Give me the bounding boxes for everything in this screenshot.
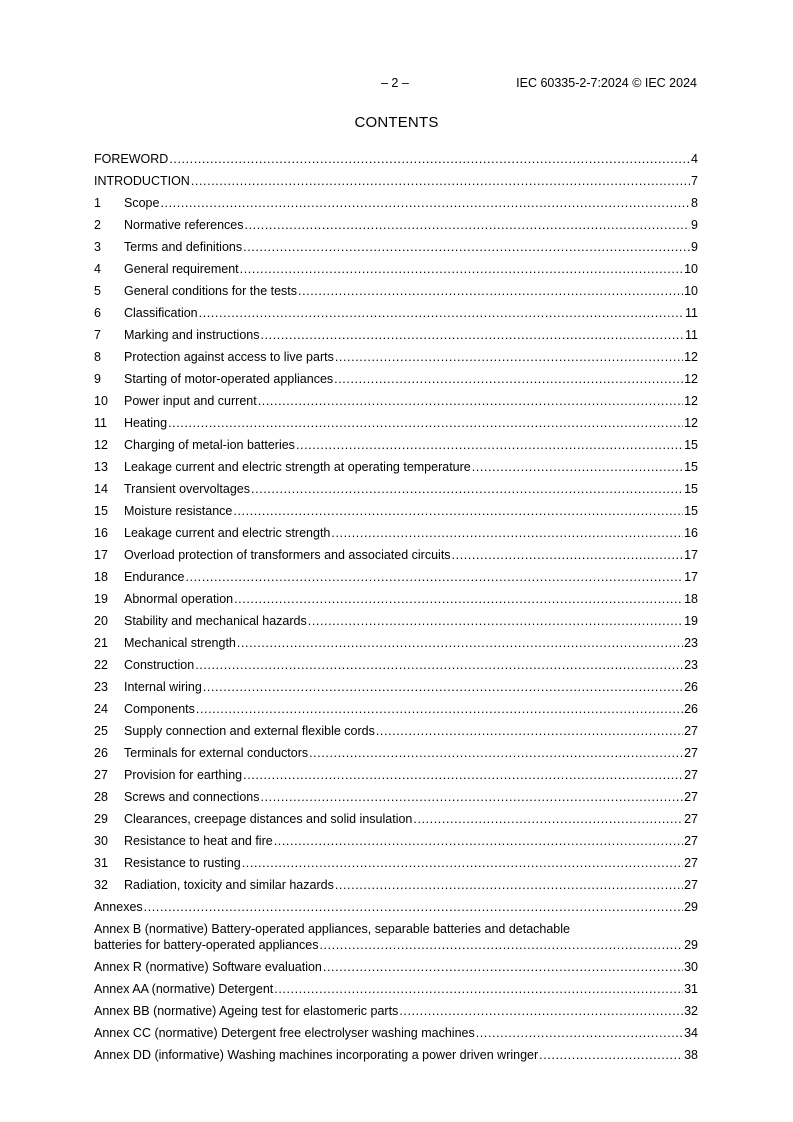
toc-entry-title: Overload protection of transformers and associated circuits	[124, 548, 451, 562]
toc-entry-number: 21	[94, 636, 108, 650]
toc-entry[interactable]	[94, 189, 698, 211]
toc-annex-entry[interactable]	[94, 915, 698, 953]
toc-entry-number: 10	[94, 394, 108, 408]
toc-annex-entry[interactable]	[94, 975, 698, 997]
toc-entry-number: 14	[94, 482, 108, 496]
toc-entry-page: 17	[684, 548, 698, 562]
toc-entry-title: Heating	[124, 416, 168, 430]
toc-entry[interactable]	[94, 563, 698, 585]
dot-leader	[144, 899, 683, 915]
toc-entry-title: Charging of metal-ion batteries	[124, 438, 295, 452]
toc-entry-page: 9	[691, 218, 698, 232]
toc-entry[interactable]	[94, 651, 698, 673]
toc-entry-title: Leakage current and electric strength at operating temperature	[124, 460, 471, 474]
toc-entry-title: Normative references	[124, 218, 244, 232]
toc-entry[interactable]	[94, 233, 698, 255]
toc-entry[interactable]	[94, 827, 698, 849]
toc-entry-number: 5	[94, 284, 101, 298]
dot-leader	[233, 503, 683, 519]
toc-entry-page: 12	[684, 416, 698, 430]
toc-entry-page: 4	[691, 152, 698, 166]
toc-entry-page: 15	[684, 482, 698, 496]
toc-entry-number: 27	[94, 768, 108, 782]
dot-leader	[334, 371, 683, 387]
dot-leader	[261, 789, 684, 805]
toc-entry[interactable]	[94, 585, 698, 607]
toc-entry-page: 27	[684, 790, 698, 804]
toc-annex-page: 30	[684, 960, 698, 974]
toc-entry-title: Moisture resistance	[124, 504, 233, 518]
toc-entry-number: 22	[94, 658, 108, 672]
toc-entry-number: 30	[94, 834, 108, 848]
toc-entry-number: 1	[94, 196, 101, 210]
toc-entry-title: Endurance	[124, 570, 185, 584]
toc-entry-number: 18	[94, 570, 108, 584]
document-identifier: IEC 60335-2-7:2024 © IEC 2024	[516, 76, 697, 90]
toc-annex-title: Annex R (normative) Software evaluation	[94, 960, 322, 974]
dot-leader	[196, 701, 683, 717]
toc-entry-page: 27	[684, 812, 698, 826]
toc-entry[interactable]	[94, 343, 698, 365]
toc-entry-page: 12	[684, 350, 698, 364]
toc-entry-number: 31	[94, 856, 108, 870]
toc-entry-page: 26	[684, 702, 698, 716]
toc-entry-title: Terminals for external conductors	[124, 746, 309, 760]
page-header	[0, 76, 793, 92]
dot-leader	[234, 591, 683, 607]
toc-entry[interactable]	[94, 893, 698, 915]
dot-leader	[243, 767, 683, 783]
dot-leader	[168, 415, 683, 431]
toc-entry-page: 27	[684, 878, 698, 892]
toc-entry-page: 27	[684, 724, 698, 738]
toc-title: CONTENTS	[354, 114, 439, 131]
toc-entry-title: Marking and instructions	[124, 328, 260, 342]
toc-entry[interactable]	[94, 673, 698, 695]
toc-entry-number: 7	[94, 328, 101, 342]
toc-entry-page: 27	[684, 768, 698, 782]
toc-annex-title: Annex AA (normative) Detergent	[94, 982, 274, 996]
toc-entry-title: Transient overvoltages	[124, 482, 250, 496]
toc-annex-title: Annex CC (normative) Detergent free electrolyser washing machines	[94, 1026, 475, 1040]
toc-entry-page: 18	[684, 592, 698, 606]
dot-leader	[245, 217, 691, 233]
toc-entry-number: 19	[94, 592, 108, 606]
toc-entry-page: 23	[684, 636, 698, 650]
dot-leader	[296, 437, 683, 453]
toc-entry-page: 10	[684, 284, 698, 298]
dot-leader	[335, 349, 683, 365]
toc-entry-number: 24	[94, 702, 108, 716]
toc-entry-title: FOREWORD	[94, 152, 169, 166]
toc-entry-number: 23	[94, 680, 108, 694]
table-of-contents	[94, 145, 698, 1063]
toc-entry-page: 12	[684, 372, 698, 386]
toc-entry-title: Resistance to rusting	[124, 856, 241, 870]
toc-entry-number: 17	[94, 548, 108, 562]
toc-entry-title: Supply connection and external flexible cords	[124, 724, 375, 738]
dot-leader	[243, 239, 690, 255]
toc-entry-page: 8	[691, 196, 698, 210]
toc-entry[interactable]	[94, 431, 698, 453]
toc-entry[interactable]	[94, 211, 698, 233]
toc-annex-page: 34	[684, 1026, 698, 1040]
toc-entry-number: 6	[94, 306, 101, 320]
toc-entry-title: INTRODUCTION	[94, 174, 190, 188]
toc-entry-page: 12	[684, 394, 698, 408]
toc-entry[interactable]	[94, 475, 698, 497]
toc-entry-page: 27	[684, 834, 698, 848]
toc-annex-title: Annex B (normative) Battery-operated appliances, separable batteries and detachable	[94, 922, 570, 936]
dot-leader	[251, 481, 683, 497]
toc-entry[interactable]	[94, 453, 698, 475]
toc-entry-page: 10	[684, 262, 698, 276]
toc-entry-number: 25	[94, 724, 108, 738]
toc-entry-page: 27	[684, 856, 698, 870]
dot-leader	[376, 723, 683, 739]
toc-entry-number: 26	[94, 746, 108, 760]
toc-entry-page: 29	[684, 900, 698, 914]
toc-entry-title: Stability and mechanical hazards	[124, 614, 307, 628]
toc-entry-title: Construction	[124, 658, 195, 672]
toc-entry-title: Resistance to heat and fire	[124, 834, 273, 848]
dot-leader	[242, 855, 683, 871]
toc-entry-page: 26	[684, 680, 698, 694]
toc-entry-number: 12	[94, 438, 108, 452]
toc-entry[interactable]	[94, 255, 698, 277]
toc-entry-title: Power input and current	[124, 394, 257, 408]
toc-entry-number: 2	[94, 218, 101, 232]
toc-entry-title: Classification	[124, 306, 198, 320]
toc-entry-number: 20	[94, 614, 108, 628]
toc-entry-title: Provision for earthing	[124, 768, 243, 782]
toc-entry-title: Internal wiring	[124, 680, 202, 694]
toc-entry[interactable]	[94, 299, 698, 321]
dot-leader	[298, 283, 683, 299]
toc-entry[interactable]	[94, 871, 698, 893]
toc-entry[interactable]	[94, 519, 698, 541]
toc-entry[interactable]	[94, 761, 698, 783]
toc-entry-page: 15	[684, 504, 698, 518]
dot-leader	[240, 261, 683, 277]
toc-entry-number: 11	[94, 416, 107, 430]
toc-entry[interactable]	[94, 277, 698, 299]
toc-annex-entry[interactable]	[94, 953, 698, 975]
page-number: – 2 –	[381, 76, 409, 90]
toc-entry-title: Mechanical strength	[124, 636, 236, 650]
dot-leader	[335, 877, 683, 893]
toc-entry-page: 16	[684, 526, 698, 540]
toc-entry-title: Annexes	[94, 900, 143, 914]
toc-annex-entry[interactable]	[94, 1041, 698, 1063]
toc-entry[interactable]	[94, 145, 698, 167]
toc-entry-number: 8	[94, 350, 101, 364]
toc-annex-entry[interactable]	[94, 997, 698, 1019]
toc-entry[interactable]	[94, 607, 698, 629]
dot-leader	[274, 981, 683, 997]
dot-leader	[237, 635, 683, 651]
toc-entry-number: 13	[94, 460, 108, 474]
dot-leader	[203, 679, 683, 695]
toc-entry-page: 11	[685, 328, 698, 342]
toc-annex-page: 38	[684, 1048, 698, 1062]
toc-entry-number: 28	[94, 790, 108, 804]
toc-entry-page: 15	[684, 460, 698, 474]
dot-leader	[274, 833, 683, 849]
dot-leader	[476, 1025, 683, 1041]
toc-entry[interactable]	[94, 497, 698, 519]
toc-entry-number: 15	[94, 504, 108, 518]
toc-entry-title: Radiation, toxicity and similar hazards	[124, 878, 334, 892]
toc-entry[interactable]	[94, 739, 698, 761]
dot-leader	[258, 393, 683, 409]
toc-annex-page: 32	[684, 1004, 698, 1018]
toc-annex-title-continued: batteries for battery-operated appliances	[94, 938, 319, 952]
toc-entry-title: Screws and connections	[124, 790, 260, 804]
dot-leader	[472, 459, 683, 475]
dot-leader	[185, 569, 683, 585]
toc-entry-title: General conditions for the tests	[124, 284, 298, 298]
dot-leader	[399, 1003, 683, 1019]
toc-entry-page: 9	[691, 240, 698, 254]
toc-entry-page: 7	[691, 174, 698, 188]
toc-entry[interactable]	[94, 849, 698, 871]
dot-leader	[309, 745, 683, 761]
dot-leader	[452, 547, 684, 563]
toc-entry[interactable]	[94, 365, 698, 387]
toc-annex-page: 29	[684, 938, 698, 952]
toc-entry[interactable]	[94, 783, 698, 805]
toc-entry-number: 3	[94, 240, 101, 254]
dot-leader	[169, 151, 690, 167]
dot-leader	[199, 305, 684, 321]
toc-entry[interactable]	[94, 717, 698, 739]
dot-leader	[323, 959, 683, 975]
toc-entry-number: 4	[94, 262, 101, 276]
toc-entry-page: 15	[684, 438, 698, 452]
toc-entry-page: 17	[684, 570, 698, 584]
toc-entry-title: Protection against access to live parts	[124, 350, 334, 364]
toc-entry[interactable]	[94, 167, 698, 189]
dot-leader	[539, 1047, 683, 1063]
toc-entry-title: Scope	[124, 196, 160, 210]
dot-leader	[319, 937, 683, 953]
toc-entry[interactable]	[94, 695, 698, 717]
toc-annex-entry[interactable]	[94, 1019, 698, 1041]
toc-annex-title: Annex BB (normative) Ageing test for elastomeric parts	[94, 1004, 399, 1018]
dot-leader	[413, 811, 683, 827]
toc-entry-page: 23	[684, 658, 698, 672]
toc-entry-page: 11	[685, 306, 698, 320]
toc-entry[interactable]	[94, 387, 698, 409]
toc-entry-title: Abnormal operation	[124, 592, 234, 606]
dot-leader	[260, 327, 684, 343]
dot-leader	[308, 613, 683, 629]
toc-annex-title: Annex DD (informative) Washing machines incorporating a power driven wringer	[94, 1048, 539, 1062]
toc-entry[interactable]	[94, 629, 698, 651]
toc-annex-page: 31	[684, 982, 698, 996]
dot-leader	[160, 195, 690, 211]
dot-leader	[191, 173, 690, 189]
toc-entry[interactable]	[94, 541, 698, 563]
toc-entry-number: 9	[94, 372, 101, 386]
toc-entry-title: Leakage current and electric strength	[124, 526, 331, 540]
toc-entry-title: Clearances, creepage distances and solid insulation	[124, 812, 413, 826]
dot-leader	[331, 525, 683, 541]
toc-entry-title: Starting of motor-operated appliances	[124, 372, 334, 386]
toc-entry[interactable]	[94, 805, 698, 827]
toc-entry-title: Terms and definitions	[124, 240, 243, 254]
toc-entry-title: General requirement	[124, 262, 239, 276]
toc-entry-page: 27	[684, 746, 698, 760]
toc-entry-page: 19	[684, 614, 698, 628]
toc-entry[interactable]	[94, 409, 698, 431]
toc-entry-number: 32	[94, 878, 108, 892]
toc-entry-number: 16	[94, 526, 108, 540]
toc-entry-number: 29	[94, 812, 108, 826]
toc-entry-title: Components	[124, 702, 195, 716]
toc-entry[interactable]	[94, 321, 698, 343]
dot-leader	[195, 657, 683, 673]
